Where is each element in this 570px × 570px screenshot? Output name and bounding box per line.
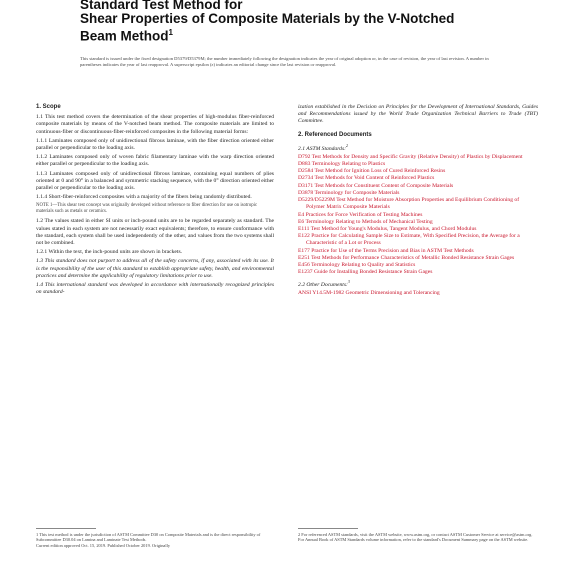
reference-title-link[interactable]: Terminology Relating to Methods of Mechanical Testing — [304, 218, 433, 225]
reference-title-link[interactable]: Practices for Force Verification of Testing Machines — [304, 211, 423, 218]
reference-item — [298, 190, 538, 197]
reference-title-link[interactable]: Test Methods for Constituent Content of Composite Materials — [313, 182, 454, 189]
other-documents-footnote-mark: 3 — [347, 279, 350, 285]
reference-title-link[interactable]: Terminology Relating to Plastics — [310, 161, 386, 168]
note-1: NOTE 1—This shear test concept was originally developed without reference to fiber direction for use on isotropic materials such as metals or ceramics. — [36, 203, 258, 215]
document-title — [80, 0, 500, 44]
para-1-4-continued: ization established in the Decision on Principles for the Development of International Standards, Guides and Recommendations issued by the World Trade Organization Technical Barriers to Trade (TBT) Committee. — [298, 104, 538, 125]
astm-standards-label-text: 2.1 ASTM Standards: — [298, 145, 347, 152]
reference-title-link[interactable]: Test Method for Young's Modulus, Tangent Modulus, and Chord Modulus — [309, 225, 477, 232]
reference-title-link[interactable]: Geometric Dimensioning and Tolerancing — [344, 290, 440, 297]
astm-standards-label — [298, 142, 538, 153]
reference-code-link[interactable]: D2584 — [298, 168, 314, 175]
astm-reference-list — [298, 154, 538, 276]
reference-item — [298, 248, 538, 255]
footnote-rule-right — [298, 528, 358, 529]
para-1-1-1: 1.1.1 Laminates composed only of unidirectional fibrous laminae, with the fiber direction oriented either parallel or perpendicular to the loading axis. — [36, 137, 274, 152]
reference-code-link[interactable]: ANSI Y14.5M-1982 — [298, 290, 345, 297]
reference-title-link[interactable]: Terminology Relating to Quality and Statistics — [309, 261, 416, 268]
reference-code-link[interactable]: D5229/D5229M — [298, 197, 335, 204]
reference-title-link[interactable]: Guide for Installing Bonded Resistance Strain Gages — [312, 269, 433, 276]
footnotes-right — [298, 532, 538, 543]
astm-standards-footnote-mark: 2 — [346, 142, 349, 148]
reference-code-link[interactable]: E456 — [298, 261, 310, 268]
title-line-2: Shear Properties of Composite Materials by the V-Notched — [80, 11, 455, 26]
footnote-rule-left — [36, 528, 96, 529]
designation-notice: This standard is issued under the fixed designation D5379/D5379M; the number immediately following the designation indicates the year of original adoption or, in the case of revision, the year of last revision. A number in parentheses indicates the year of last reapproval. A superscript epsilon (ε) indicates an editorial change since the last revision or reapproval. — [80, 56, 489, 67]
reference-title-link[interactable]: Practice for Use of the Terms Precision and Bias in ASTM Test Methods — [309, 247, 474, 254]
reference-code-link[interactable]: E251 — [298, 254, 310, 261]
reference-item — [298, 212, 538, 219]
reference-item — [298, 269, 538, 276]
para-1-1-4: 1.1.4 Short-fiber-reinforced composites with a majority of the fibers being randomly distributed. — [36, 194, 252, 201]
other-documents-label-text: 2.2 Other Documents: — [298, 282, 348, 289]
footnote-2: 2 For referenced ASTM standards, visit the ASTM website, www.astm.org, or contact ASTM Customer Service at service@astm.org. For Annual Book of ASTM Standards volume information, refer to the standard's Document Summary page on the ASTM website. — [298, 532, 533, 543]
footnote-1: 1 This test method is under the jurisdiction of ASTM Committee D30 on Composite Materials and is the direct responsibility of Subcommittee D30.04 on Lamina and Laminate Test Methods. — [36, 532, 261, 543]
para-1-2-1: 1.2.1 Within the text, the inch-pound units are shown in brackets. — [36, 249, 183, 256]
para-1-2: 1.2 The values stated in either SI units or inch-pound units are to be regarded separately as standard. The values stated in each system are not necessarily exact equivalents; therefore, to ensure conformance with the standard, each system shall be used independently of the other, and values from the two systems shall not be combined. — [36, 218, 274, 247]
footnote-current-edition: Current edition approved Oct. 15, 2019. Published October 2019. Originally — [36, 542, 171, 548]
footnotes-left — [36, 532, 274, 548]
title-line-3 — [80, 26, 500, 44]
reference-code-link[interactable]: D2734 — [298, 175, 314, 182]
para-1-1: 1.1 This test method covers the determination of the shear properties of high-modulus fiber-reinforced composite materials by means of the V-notched beam method. The composite materials are limited to continuous-fiber or discontinuous-fiber-reinforced composites in the following material forms: — [36, 114, 274, 135]
reference-code-link[interactable]: E4 — [298, 211, 305, 218]
para-1-1-3: 1.1.3 Laminates composed only of unidirectional fibrous laminae, containing equal numbers of plies oriented at 0 and 90° in a balanced and symmetric stacking sequence, with the 0° direction oriented either parallel or perpendicular to the loading axis. — [36, 170, 274, 192]
para-1-4: 1.4 This international standard was developed in accordance with internationally recognized principles on standard- — [36, 282, 274, 296]
other-reference-list — [298, 290, 538, 297]
reference-item — [298, 290, 538, 297]
reference-item — [298, 219, 538, 226]
reference-item — [298, 233, 538, 247]
para-1-1-2: 1.1.2 Laminates composed only of woven fabric filamentary laminae with the warp direction oriented either parallel or perpendicular to the loading axis. — [36, 154, 274, 168]
reference-code-link[interactable]: D792 — [298, 153, 311, 160]
reference-title-link[interactable]: Test Methods for Void Content of Reinforced Plastics — [313, 175, 435, 182]
referenced-documents-heading: 2. Referenced Documents — [298, 131, 372, 138]
para-1-3: 1.3 This standard does not purport to address all of the safety concerns, if any, associated with its use. It is the responsibility of the user of this standard to establish appropriate safety, health, and environmental practices and determine the applicability of regulatory limitations prior to use. — [36, 258, 274, 279]
reference-item — [298, 255, 538, 262]
reference-code-link[interactable]: D3878 — [298, 189, 314, 196]
right-column — [298, 104, 538, 298]
title-line-1: Standard Test Method for — [80, 0, 243, 12]
reference-title-link[interactable]: Practice for Calculating Sample Size to Estimate, With Specified Precision, the Average for a Characteristic of a Lot or Process — [306, 233, 520, 247]
title-line-3-text: Beam Method — [80, 28, 169, 44]
reference-item — [298, 197, 538, 211]
reference-title-link[interactable]: Test Method for Moisture Absorption Properties and Equilibrium Conditioning of Polymer Matrix Composite Materials — [306, 197, 520, 211]
reference-item — [298, 175, 538, 182]
reference-title-link[interactable]: Terminology for Composite Materials — [313, 189, 400, 196]
reference-title-link[interactable]: Test Methods for Density and Specific Gravity (Relative Density) of Plastics by Displacement — [310, 153, 523, 160]
scope-heading: 1. Scope — [36, 104, 61, 110]
left-column — [36, 104, 274, 298]
reference-code-link[interactable]: D3171 — [298, 182, 314, 189]
reference-code-link[interactable]: E6 — [298, 218, 305, 225]
other-documents-label — [298, 278, 538, 289]
reference-code-link[interactable]: D883 — [298, 161, 311, 168]
reference-code-link[interactable]: E177 — [298, 247, 310, 254]
reference-code-link[interactable]: E1237 — [298, 269, 313, 276]
reference-code-link[interactable]: E122 — [298, 233, 310, 240]
title-footnote-mark: 1 — [168, 28, 173, 37]
reference-item — [298, 154, 538, 161]
reference-title-link[interactable]: Test Methods for Performance Characteristics of Metallic Bonded Resistance Strain Gages — [309, 254, 515, 261]
reference-item — [298, 183, 538, 190]
reference-code-link[interactable]: E111 — [298, 225, 310, 232]
reference-title-link[interactable]: Test Method for Ignition Loss of Cured Reinforced Resins — [313, 168, 446, 175]
